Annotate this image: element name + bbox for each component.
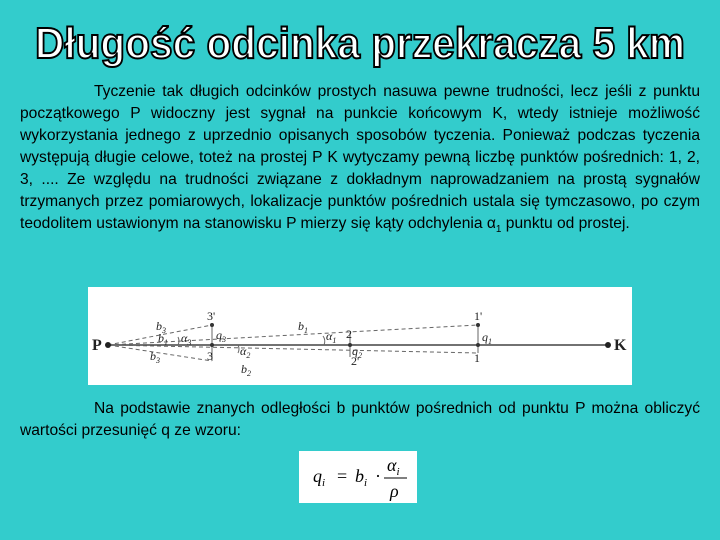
formula-b: $b_i$ <box>355 466 368 489</box>
point-1p <box>476 323 480 327</box>
angle-arc-2 <box>238 345 239 353</box>
angle-arc-1 <box>323 336 325 345</box>
page-title <box>0 8 720 70</box>
point-1 <box>476 343 480 347</box>
label-k: K <box>614 337 627 354</box>
formula-paragraph: Na podstawie znanych odległości b punktów pośrednich od punktu P można obliczyć wartości przesunięć q ze wzoru: <box>20 400 700 439</box>
formula-lhs: $q_i$ <box>313 466 326 489</box>
svg-text:Długość odcinka przekracza 5 k: Długość odcinka przekracza 5 km <box>35 19 685 68</box>
formula-equals: = <box>337 466 348 486</box>
label-b2: $b_2$ <box>241 362 251 378</box>
label-alpha1: $\alpha_1$ <box>326 329 337 345</box>
label-q2: $q_2$ <box>352 344 362 360</box>
point-k <box>605 342 611 348</box>
formula-numerator: $\alpha_i$ <box>387 455 400 478</box>
label-b1-upper: $b_1$ <box>158 331 168 347</box>
point-3 <box>210 343 214 347</box>
label-b1: $b_1$ <box>298 319 308 335</box>
label-3: 3 <box>207 349 213 363</box>
label-2p: 2' <box>351 354 360 368</box>
intro-paragraph: Tyczenie tak długich odcinków prostych nasuwa pewne trudności, lecz jeśli z punktu początkowego P widoczny jest sygnał na punkcie końcowym K, wtedy istnieje możliwość wykorzystania jednego z uprzednio opisanych sposobów tyczenia. Ponieważ podczas tyczenia występują długie celowe, toteż na prostej P K wytyczamy pewną liczbę punktów pośrednich: 1, 2, 3, .... Ze względu na trudności związane z dokładnym naprowadzaniem na prostą sygnałów trzymanych przez pomiarowych, lokalizacje punktów pośrednich ustala się tymczasowo, po czym teodolitem ustawionym na stanowisku P mierzy się kąty odchylenia $\alpha_1$ punktu od prostej. <box>20 83 700 236</box>
label-b3-lower: $b_3$ <box>150 349 160 365</box>
label-p: P <box>92 337 102 354</box>
label-q3: $q_3$ <box>216 328 226 344</box>
point-3p <box>210 323 214 327</box>
formula-dot: · <box>375 466 381 486</box>
label-1p: 1' <box>474 309 483 323</box>
label-b3: $b_3$ <box>156 319 166 335</box>
formula-box <box>299 451 417 503</box>
point-p <box>105 342 111 348</box>
formula-denominator: ρ <box>390 481 399 501</box>
line-lower-3 <box>108 345 212 361</box>
label-2: 2 <box>346 327 352 341</box>
staking-diagram <box>88 287 632 385</box>
label-alpha2: $\alpha_2$ <box>240 344 251 360</box>
label-3p: 3' <box>207 309 216 323</box>
label-q1: $q_1$ <box>482 330 492 346</box>
label-alpha3: $\alpha_3$ <box>181 331 192 347</box>
label-1: 1 <box>474 351 480 365</box>
